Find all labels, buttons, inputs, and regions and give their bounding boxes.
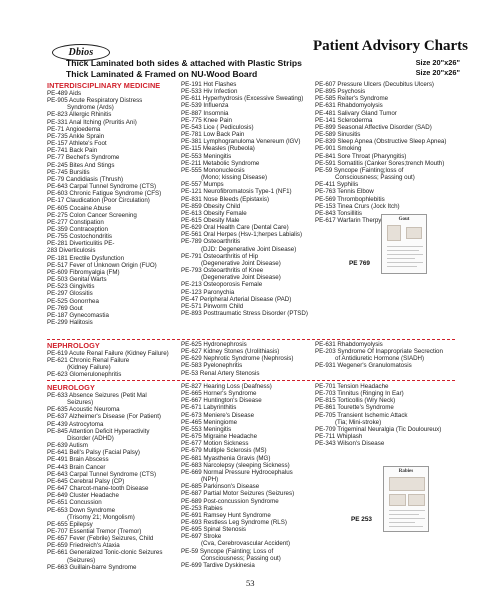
poster-figure xyxy=(387,225,401,241)
poster-title: Rabies xyxy=(398,469,414,474)
list-item: PE-655 Epilepsy xyxy=(47,520,93,528)
list-item: PE-899 Seasonal Affective Disorder (SAD) xyxy=(315,123,432,131)
list-item: PE-735 Ankle Sprain xyxy=(47,132,105,140)
poster-figure xyxy=(389,494,406,506)
list-item: PE-675 Migraine Headache xyxy=(181,433,258,441)
list-item: (DJD: Degenerative Joint Disease) xyxy=(201,245,297,253)
list-item: PE-187 Gynecomastia xyxy=(47,311,109,319)
list-item: PE-615 Obesity Male xyxy=(181,216,240,224)
list-item: PE-667 Huntington's Disease xyxy=(181,397,262,405)
list-item: PE-253 Rabies xyxy=(181,504,223,512)
list-item: PE-643 Carpal Tunnel Syndrome (CTS) xyxy=(47,183,157,191)
list-item: PE-745 Bursitis xyxy=(47,168,90,176)
list-item: PE-635 Acoustic Neuroma xyxy=(47,406,120,414)
list-item: PE-683 Narcolepsy (sleeping Sickness) xyxy=(181,461,290,469)
list-item: PE-331 Anal Itching (Pruritis Ani) xyxy=(47,118,137,126)
column-2 xyxy=(181,341,293,377)
list-item: PE-637 Alzheimer's Disease (For Patient) xyxy=(47,413,161,421)
list-item: PE-539 Influenza xyxy=(181,102,229,110)
size-label-framed: Size 20"x26" xyxy=(415,68,460,77)
poster-text-line xyxy=(389,518,425,519)
list-item: PE-213 Osteoporosis Female xyxy=(181,281,263,289)
poster-text-line xyxy=(389,522,415,523)
page-number: 53 xyxy=(246,578,255,588)
poster-figure xyxy=(406,227,422,239)
list-item: PE-649 Cluster Headache xyxy=(47,492,119,500)
poster-title: Gout xyxy=(398,217,410,222)
section-divider xyxy=(47,380,455,381)
list-item: PE-671 Labyrinthitis xyxy=(181,404,237,412)
list-item: PE-297 Glossitis xyxy=(47,290,93,298)
list-item: PE-275 Colon Cancer Screening xyxy=(47,211,137,219)
list-item: PE-827 Hearing Loss (Deafness) xyxy=(181,383,272,390)
list-item: PE-639 Autism xyxy=(47,442,88,450)
column-2 xyxy=(181,383,294,569)
section-divider xyxy=(47,339,455,340)
list-item: PE-381 Lymphogranuloma Venereum (lGV) xyxy=(181,138,301,146)
list-item: PE-359 Contraception xyxy=(47,225,108,233)
list-item: PE-277 Constipation xyxy=(47,218,104,226)
list-item: PE-673 Meniere's Disease xyxy=(181,411,255,419)
column-1 xyxy=(47,350,169,379)
list-item: PE-707 Essential Tremor (Tremor) xyxy=(47,527,142,535)
list-item: PE-693 Restless Leg Syndrome (RLS) xyxy=(181,518,287,526)
list-item: PE-839 Sleep Apnea (Obstructive Sleep Apnea) xyxy=(315,138,447,146)
list-item: PE-121 Neurofibromatosis Type-1 (NF1) xyxy=(181,188,292,196)
list-item: PE-603 Chronic Fatigue Syndrome (CFS) xyxy=(47,190,162,198)
list-item: PE-677 Motion Sickness xyxy=(181,440,249,448)
list-item: PE-571 Pinworm Child xyxy=(181,302,244,310)
list-item: PE-605 Cocaine Abuse xyxy=(47,204,111,212)
list-item: PE-157 Athlete's Foot xyxy=(47,140,107,148)
list-item: PE-905 Acute Respiratory Distress xyxy=(47,97,143,105)
list-item: PE-465 Meningiome xyxy=(181,418,238,426)
list-item: PE-211 Metabolic Syndrome xyxy=(181,159,260,167)
column-1 xyxy=(47,392,162,571)
list-item: PE-893 Posttraumatic Stress Disorder (PTSD) xyxy=(181,310,308,317)
list-item: PE-631 Rhabdomyolysis xyxy=(315,341,383,348)
list-item: PE-705 Transient Ischemic Attack xyxy=(315,411,408,419)
column-3 xyxy=(315,383,441,447)
list-item: PE-555 Mononucleosis xyxy=(181,166,245,174)
list-item: (Degenerative Joint Disease) xyxy=(201,259,281,267)
list-item: PE-681 Myasthenia Gravis (MG) xyxy=(181,454,271,462)
list-item: PE-641 Bell's Palsy (Facial Palsy) xyxy=(47,449,140,457)
size-label-laminated: Size 20"x26" xyxy=(415,58,460,67)
section-heading: NEPHROLOGY xyxy=(47,341,100,350)
list-item: PE-845 Attention Deficit Hyperactivity xyxy=(47,427,150,435)
list-item: (Trisomy 21; Mongolism) xyxy=(67,513,135,521)
list-item: PE-47 Peripheral Arterial Disease (PAD) xyxy=(181,295,292,303)
list-item: PE-191 Hot Flashes xyxy=(181,81,237,88)
list-item: (Cva, Cerebrovascular Accident) xyxy=(201,540,291,548)
list-item: PE-607 Pressure Ulcers (Decubitus Ulcers) xyxy=(315,81,434,88)
poster-text-line xyxy=(387,250,419,251)
list-item: PE-623 Glomerulonephritis xyxy=(47,371,122,379)
list-item: PE-411 Syphilis xyxy=(315,181,359,189)
list-item: PE-831 Nose Bleeds (Epistaxis) xyxy=(181,195,270,203)
list-item: Consciousness; Passing out) xyxy=(335,174,415,182)
poster-text-line xyxy=(387,258,415,259)
list-item: PE-695 Spinal Stenosis xyxy=(181,526,247,534)
list-item: PE-589 Sinusitis xyxy=(315,131,361,139)
list-item: PE-687 Partial Motor Seizures (Seizures) xyxy=(181,490,295,498)
list-item: (Tia; Mini-stroke) xyxy=(335,418,382,426)
list-item: PE-709 Trigeminal Neuralgia (Tic Douloureux) xyxy=(315,425,442,433)
list-item: PE-755 Costochondritis xyxy=(47,233,113,241)
list-item: PE-741 Back Pain xyxy=(47,147,98,155)
column-1 xyxy=(47,90,161,326)
list-item: PE-793 Osteoarthritis of Knee xyxy=(181,267,264,275)
list-item: PE-491 Brain Abscess xyxy=(47,456,109,464)
list-item: PE-611 Hyperhydrosis (Excessive Sweating) xyxy=(181,95,304,103)
list-item: PE-281 Diverticulitis PE- xyxy=(47,240,115,248)
list-item: PE-669 Normal Pressure Hydrocephalus xyxy=(181,468,293,476)
list-item: PE-59 Syncope (Fainting;loss of xyxy=(315,166,404,174)
list-item: PE-123 Paronychia xyxy=(181,288,235,296)
poster-text-line xyxy=(387,254,423,255)
list-item: PE-115 Measles (Rubeola) xyxy=(181,145,255,153)
list-item: PE-841 Sore Throat (Pharyngitis) xyxy=(315,152,407,160)
section-heading: NEUROLOGY xyxy=(47,383,95,392)
poster-text-line xyxy=(387,246,423,247)
list-item: PE-53 Renal Artery Stenosis xyxy=(181,369,260,377)
list-item: PE-299 Halitosis xyxy=(47,319,93,326)
list-item: PE-697 Stroke xyxy=(181,533,222,541)
list-item: PE-619 Acute Renal Failure (Kidney Failure) xyxy=(47,350,169,357)
list-item: PE-823 Allergic Rhinitis xyxy=(47,111,112,119)
list-item: PE-665 Horner's Syndrome xyxy=(181,390,257,398)
column-3 xyxy=(315,341,443,370)
poster-text-line xyxy=(387,262,423,263)
list-item: PE-685 Parkinson's Disease xyxy=(181,483,260,491)
rabies-poster-thumbnail xyxy=(383,466,429,532)
column-3 xyxy=(315,81,446,224)
poster-text-line xyxy=(389,526,423,527)
list-item: PE-895 Psychosis xyxy=(315,88,366,96)
list-item: Syndrome (Ards) xyxy=(67,104,114,112)
list-item: PE-71 Angioedema xyxy=(47,125,101,133)
list-item: PE-245 Bites And Stings xyxy=(47,161,115,169)
poster-text-line xyxy=(389,510,425,511)
subtitle-laminated: Thick Laminated both sides & attached with Plastic Strips xyxy=(66,58,302,68)
list-item: PE-703 Tinnitus (Ringing In Ear) xyxy=(315,390,404,398)
poster-text-line xyxy=(387,266,417,267)
list-item: PE-621 Chronic Renal Failure xyxy=(47,357,130,365)
list-item: PE-691 Ramsey Hunt Syndrome xyxy=(181,511,271,519)
subtitle-framed: Thick Laminated & Framed on NU-Wood Board xyxy=(66,69,258,79)
list-item: (Degenerative Joint Disease) xyxy=(201,274,281,282)
list-item: PE-629 Oral Health Care (Dental Care) xyxy=(181,224,289,232)
list-item: (Seizures) xyxy=(67,556,96,564)
list-item: PE-439 Astrocytoma xyxy=(47,420,104,428)
list-item: Disorder (ADHD) xyxy=(67,434,114,442)
list-item: Consciousness; Passing out) xyxy=(201,554,281,562)
list-item: PE-525 Gonorrhea xyxy=(47,297,99,305)
list-item: PE-533 Hiv Infection xyxy=(181,88,238,96)
section-heading: INTERDISCIPLINARY MEDICINE xyxy=(47,81,161,90)
list-item: PE-489 Aids xyxy=(47,90,82,97)
list-item: PE-657 Fever (Febrile) Seizures, Child xyxy=(47,535,154,543)
list-item: PE-77 Bechet's Syndrome xyxy=(47,154,120,162)
list-item: PE-181 Erectile Dysfunction xyxy=(47,254,125,262)
list-item: (NPH) xyxy=(201,476,219,484)
page-title: Patient Advisory Charts xyxy=(313,38,468,54)
column-2 xyxy=(181,81,308,317)
list-item: PE-661 Generalized Tonic-clonic Seizures xyxy=(47,549,163,557)
list-item: PE-689 Post-concussion Syndrome xyxy=(181,497,279,505)
list-item: Seizures) xyxy=(67,399,94,407)
list-item: PE-625 Hydronephrosis xyxy=(181,341,247,348)
list-item: PE-861 Tourette's Syndrome xyxy=(315,404,394,412)
list-item: PE-609 Fibromyalgia (FM) xyxy=(47,268,120,276)
list-item: PE-553 Meningitis xyxy=(181,425,232,433)
list-item: PE-17 Claudication (Poor Circulation) xyxy=(47,197,150,205)
list-item: PE-583 Pyelonephritis xyxy=(181,362,243,370)
list-item: PE-679 Multiple Sclerosis (MS) xyxy=(181,447,267,455)
list-item: PE-931 Wegener's Granulomatosis xyxy=(315,362,412,370)
poster-figure xyxy=(408,494,425,506)
gout-poster-code: PE 769 xyxy=(349,260,370,267)
list-item: PE-633 Absence Seizures (Petit Mal xyxy=(47,392,147,399)
poster-figure xyxy=(389,477,425,491)
gout-poster-thumbnail xyxy=(381,214,427,274)
list-item: of Antidiuretic Hormone (SIADH) xyxy=(335,355,425,363)
list-item: PE-585 Reiter's Syndrome xyxy=(315,95,389,103)
list-item: PE-481 Salivary Gland Tumor xyxy=(315,109,397,117)
list-item: PE-643 Carpal Tunnel Syndrome (CTS) xyxy=(47,470,157,478)
list-item: PE-651 Concussion xyxy=(47,499,102,507)
poster-text-line xyxy=(389,514,419,515)
list-item: PE-613 Obesity Female xyxy=(181,209,247,217)
list-item: PE-557 Mumps xyxy=(181,181,224,189)
list-item: PE-343 Wilson's Disease xyxy=(315,440,385,448)
list-item: PE-701 Tension Headache xyxy=(315,383,389,390)
list-item: PE-711 Whiplash xyxy=(315,433,363,441)
list-item: 283 Diverticulosis xyxy=(47,247,96,255)
list-item: PE-815 Torticollis (Wry Neck) xyxy=(315,397,396,405)
list-item: PE-543 Lice ( Pediculosis) xyxy=(181,123,254,131)
list-item: PE-553 Meningitis xyxy=(181,152,232,160)
list-item: PE-789 Osteoarthritis xyxy=(181,238,241,246)
list-item: PE-781 Low Back Pain xyxy=(181,131,245,139)
logo-text: Dbios xyxy=(68,47,94,58)
list-item: PE-699 Tardive Dyskinesia xyxy=(181,561,255,569)
list-item: PE-627 Kidney Stones (Urolithiasis) xyxy=(181,348,280,356)
list-item: PE-859 Obesity Child xyxy=(181,202,241,210)
list-item: PE-663 Guillain-barre Syndrome xyxy=(47,563,137,571)
list-item: PE-659 Friedreich's Ataxia xyxy=(47,542,120,550)
list-item: PE-775 Knee Pain xyxy=(181,116,232,124)
list-item: PE-617 Warfarin Therpy xyxy=(315,216,382,224)
list-item: (Mono; kissing Disease) xyxy=(201,174,268,182)
list-item: PE-153 Tinea Crurs (Jock Itch) xyxy=(315,202,400,210)
list-item: (Kidney Failure) xyxy=(67,364,111,372)
list-item: PE-887 Insomnia xyxy=(181,109,229,117)
list-item: PE-653 Down Syndrome xyxy=(47,506,116,514)
list-item: PE-141 Scleroderma xyxy=(315,116,373,124)
list-item: PE-645 Cerebral Palsy (CP) xyxy=(47,477,125,485)
list-item: PE-203 Syndrome Of Inappropriate Secrection xyxy=(315,348,443,356)
list-item: PE-629 Nephrotic Syndrome (Nephrosis) xyxy=(181,355,294,363)
list-item: PE-79 Candidiasis (Thrush) xyxy=(47,175,123,183)
list-item: PE-769 Gout xyxy=(47,304,83,312)
list-item: PE-517 Fever of Unknown Origin (FUO) xyxy=(47,261,157,269)
list-item: PE-591 Somatitis (Canker Sores;trench Mouth) xyxy=(315,159,445,167)
list-item: PE-901 Smoking xyxy=(315,145,362,153)
list-item: PE-443 Brain Cancer xyxy=(47,463,106,471)
list-item: PE-843 Tonsillitis xyxy=(315,209,362,217)
list-item: PE-791 Osteoarthritis of Hip xyxy=(181,252,259,260)
list-item: PE-503 Genital Warts xyxy=(47,276,107,284)
list-item: PE-647 Charcot-mane-tooth Disease xyxy=(47,485,149,493)
list-item: PE-631 Rhabdomyolysis xyxy=(315,102,383,110)
list-item: PE-561 Oral Herpes (Hsv-1;herpes Labialis) xyxy=(181,231,303,239)
list-item: PE-523 Gingivitis xyxy=(47,283,95,291)
section-interdisciplinary-medicine xyxy=(47,81,457,341)
rabies-poster-code: PE 253 xyxy=(351,516,372,523)
list-item: PE-569 Thrombophlebitis xyxy=(315,195,385,203)
section-nephrology xyxy=(47,341,457,381)
list-item: PE-763 Tennis Elbow xyxy=(315,188,374,196)
list-item: PE-59 Syncope (Fainting; Loss of xyxy=(181,547,274,555)
